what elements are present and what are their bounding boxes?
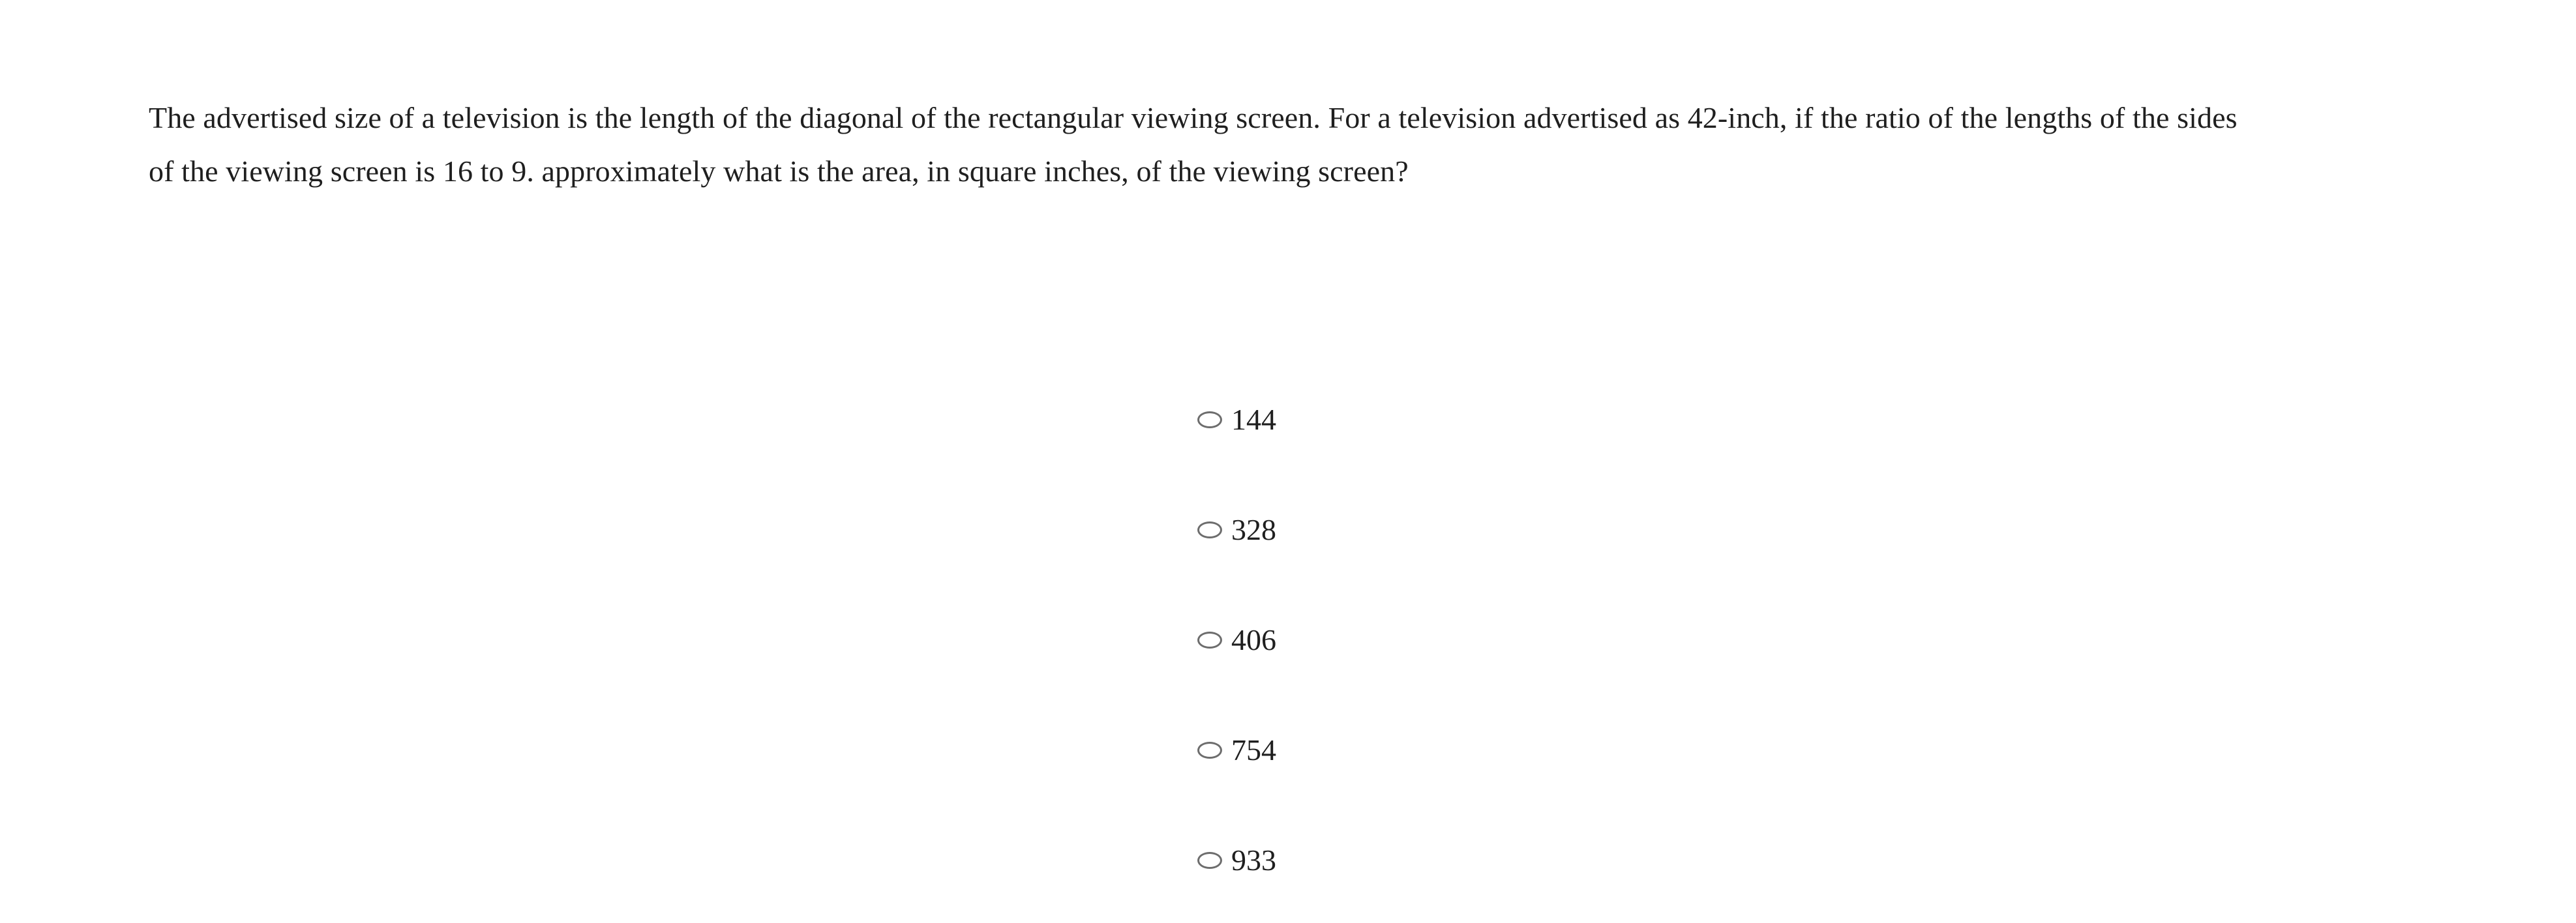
option-row[interactable] [1197,722,1784,779]
option-label: 754 [1231,733,1276,767]
answer-options-list [1197,391,1784,889]
radio-button-icon[interactable] [1197,742,1222,759]
radio-button-icon[interactable] [1197,852,1222,869]
radio-button-icon[interactable] [1197,632,1222,649]
option-label: 144 [1231,403,1276,436]
option-label: 406 [1231,623,1276,656]
option-label: 328 [1231,513,1276,546]
option-row[interactable] [1197,501,1784,559]
option-row[interactable] [1197,832,1784,889]
radio-button-icon[interactable] [1197,411,1222,428]
radio-button-icon[interactable] [1197,521,1222,538]
question-block [149,91,2262,198]
option-row[interactable] [1197,391,1784,448]
option-row[interactable] [1197,611,1784,669]
option-label: 933 [1231,843,1276,877]
question-text: The advertised size of a television is the length of the diagonal of the rectangular viewing screen. For a television advertised as 42-inch, if the ratio of the lengths of the sides of the viewing screen is 16 to 9. approximately what is the area, in square inches, of the viewing screen? [149,101,2238,188]
